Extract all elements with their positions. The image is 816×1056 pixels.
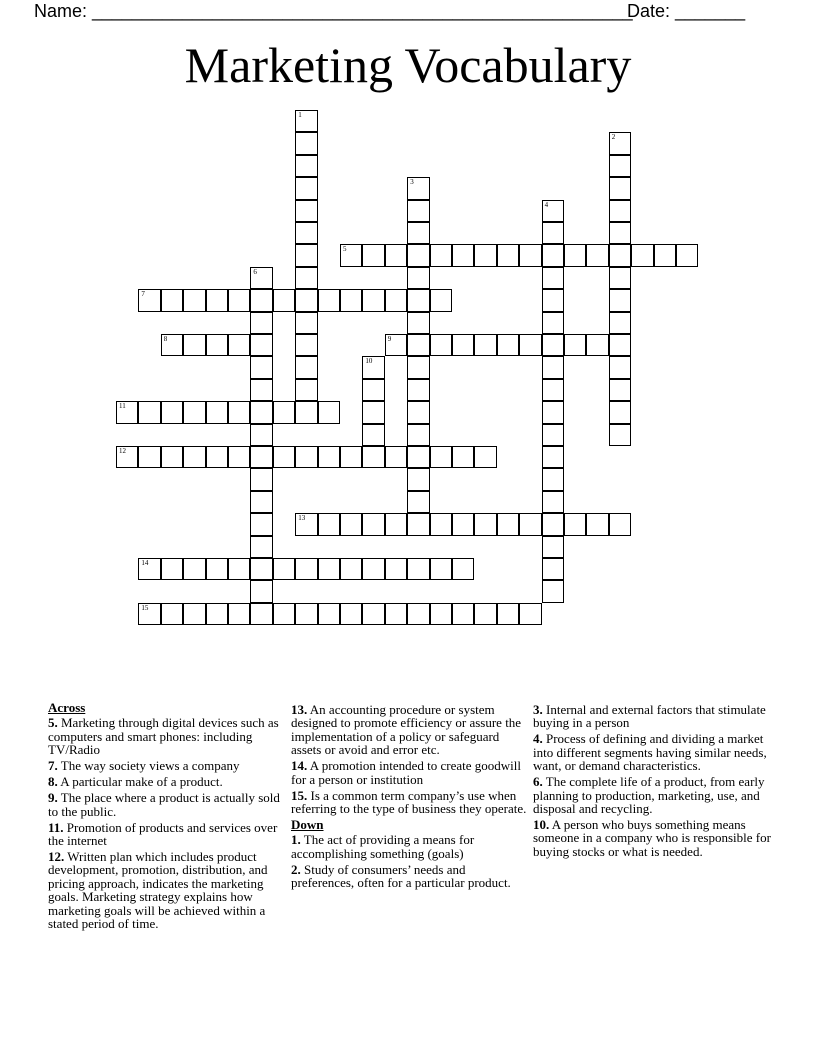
grid-cell[interactable] — [138, 446, 160, 468]
clue-down-10: 10. A person who buys something means someone in a company who is responsible for buying stocks or what is needed. — [533, 817, 771, 859]
grid-cell[interactable] — [250, 536, 272, 558]
grid-cell[interactable] — [295, 132, 317, 154]
grid-cell[interactable] — [430, 244, 452, 266]
grid-cell[interactable] — [183, 289, 205, 311]
grid-cell[interactable] — [362, 244, 384, 266]
grid-cell[interactable] — [250, 513, 272, 535]
grid-cell[interactable] — [609, 244, 631, 266]
grid-cell[interactable] — [609, 177, 631, 199]
grid-cell[interactable] — [430, 446, 452, 468]
grid-cell[interactable] — [183, 334, 205, 356]
grid-cell[interactable] — [564, 334, 586, 356]
grid-cell[interactable] — [564, 244, 586, 266]
grid-cell[interactable] — [542, 580, 564, 602]
grid-cell[interactable] — [407, 289, 429, 311]
grid-cell[interactable] — [407, 491, 429, 513]
grid-cell[interactable] — [340, 446, 362, 468]
clue-number: 11 — [119, 402, 126, 411]
grid-cell[interactable] — [497, 334, 519, 356]
grid-cell[interactable] — [385, 513, 407, 535]
grid-cell[interactable] — [295, 200, 317, 222]
grid-cell[interactable] — [295, 513, 317, 535]
grid-cell[interactable] — [362, 379, 384, 401]
grid-cell[interactable] — [318, 289, 340, 311]
down-heading: Down — [291, 817, 324, 833]
grid-cell[interactable] — [542, 536, 564, 558]
grid-cell[interactable] — [385, 446, 407, 468]
grid-cell[interactable] — [430, 289, 452, 311]
grid-cell[interactable] — [161, 558, 183, 580]
grid-cell[interactable] — [295, 379, 317, 401]
grid-cell[interactable] — [183, 446, 205, 468]
grid-cell[interactable] — [318, 558, 340, 580]
grid-cell[interactable] — [250, 312, 272, 334]
grid-cell[interactable] — [295, 155, 317, 177]
grid-cell[interactable] — [362, 603, 384, 625]
grid-cell[interactable] — [161, 401, 183, 423]
grid-cell[interactable] — [542, 446, 564, 468]
grid-cell[interactable] — [250, 289, 272, 311]
clue-across-5: 5. Marketing through digital devices such as computers and smart phones: including TV/Radio — [48, 715, 279, 758]
grid-cell[interactable] — [609, 155, 631, 177]
grid-cell[interactable] — [340, 558, 362, 580]
grid-cell[interactable] — [161, 289, 183, 311]
grid-cell[interactable] — [407, 446, 429, 468]
clue-number: 5 — [343, 245, 347, 254]
grid-cell[interactable] — [676, 244, 698, 266]
grid-cell[interactable] — [318, 513, 340, 535]
grid-cell[interactable] — [542, 222, 564, 244]
grid-cell[interactable] — [362, 356, 384, 378]
clue-number: 2 — [611, 133, 616, 142]
clue-across-13: 13. An accounting procedure or system designed to promote efficiency or assure the implementation of a policy or safeguard assets or avoid and error etc. — [291, 702, 522, 758]
grid-cell[interactable] — [318, 401, 340, 423]
grid-cell[interactable] — [542, 558, 564, 580]
grid-cell[interactable] — [407, 222, 429, 244]
grid-cell[interactable] — [609, 312, 631, 334]
clue-number: 9 — [387, 335, 392, 343]
grid-cell[interactable] — [407, 312, 429, 334]
grid-cell[interactable] — [385, 334, 407, 356]
clue-number: 7 — [141, 290, 145, 299]
grid-cell[interactable] — [519, 244, 541, 266]
grid-cell[interactable] — [295, 267, 317, 289]
grid-cell[interactable] — [295, 222, 317, 244]
grid-cell[interactable] — [250, 424, 272, 446]
grid-cell[interactable] — [250, 446, 272, 468]
clues-column-2 — [291, 703, 531, 892]
grid-cell[interactable] — [138, 603, 160, 625]
grid-cell[interactable] — [385, 603, 407, 625]
grid-cell[interactable] — [564, 513, 586, 535]
grid-cell[interactable] — [228, 603, 250, 625]
grid-cell[interactable] — [542, 356, 564, 378]
grid-cell[interactable] — [542, 401, 564, 423]
grid-cell[interactable] — [362, 513, 384, 535]
clue-number: 3 — [410, 178, 414, 187]
grid-cell[interactable] — [273, 558, 295, 580]
clue-down-6: 6. The complete life of a product, from early planning to production, marketing, use, and disposal and recycling. — [533, 774, 765, 817]
grid-cell[interactable] — [497, 603, 519, 625]
clue-number: 6 — [253, 267, 257, 276]
clue-down-4: 4. Process of defining and dividing a market into different segments having similar needs, want, or demand characteristics. — [533, 731, 767, 774]
grid-cell[interactable] — [340, 603, 362, 625]
grid-cell[interactable] — [138, 289, 160, 311]
grid-cell[interactable] — [452, 558, 474, 580]
grid-cell[interactable] — [452, 244, 474, 266]
across-heading: Across — [48, 700, 86, 715]
clue-across-8: 8. A particular make of a product. — [48, 774, 223, 790]
grid-cell[interactable] — [497, 513, 519, 535]
grid-cell[interactable] — [340, 513, 362, 535]
grid-cell[interactable] — [362, 424, 384, 446]
page-title: Marketing Vocabulary — [184, 37, 632, 93]
grid-cell[interactable] — [295, 244, 317, 266]
grid-cell[interactable] — [250, 603, 272, 625]
grid-cell[interactable] — [586, 513, 608, 535]
grid-cell[interactable] — [295, 177, 317, 199]
grid-cell[interactable] — [407, 356, 429, 378]
grid-cell[interactable] — [138, 401, 160, 423]
grid-cell[interactable] — [586, 244, 608, 266]
grid-cell[interactable] — [407, 379, 429, 401]
grid-cell[interactable] — [542, 200, 564, 222]
grid-cell[interactable] — [474, 446, 496, 468]
grid-cell[interactable] — [250, 558, 272, 580]
grid-cell[interactable] — [430, 603, 452, 625]
grid-cell[interactable] — [295, 289, 317, 311]
clue-down-2: 2. Study of consumers’ needs and preferences, often for a particular product. — [291, 861, 511, 891]
grid-cell[interactable] — [250, 491, 272, 513]
grid-cell[interactable] — [161, 603, 183, 625]
grid-cell[interactable] — [542, 267, 564, 289]
grid-cell[interactable] — [542, 491, 564, 513]
clue-number: 13 — [298, 514, 306, 523]
clue-down-3: 3. Internal and external factors that stimulate buying in a person — [533, 702, 766, 731]
grid-cell[interactable] — [609, 267, 631, 289]
grid-cell[interactable] — [362, 401, 384, 423]
grid-cell[interactable] — [116, 446, 138, 468]
grid-cell[interactable] — [542, 468, 564, 490]
grid-cell[interactable] — [250, 401, 272, 423]
grid-cell[interactable] — [407, 200, 429, 222]
grid-cell[interactable] — [318, 446, 340, 468]
grid-cell[interactable] — [407, 558, 429, 580]
grid-cell[interactable] — [542, 379, 564, 401]
grid-cell[interactable] — [609, 334, 631, 356]
grid-cell[interactable] — [250, 379, 272, 401]
grid-cell[interactable] — [250, 356, 272, 378]
grid-cell[interactable] — [542, 244, 564, 266]
grid-cell[interactable] — [407, 244, 429, 266]
grid-cell[interactable] — [654, 244, 676, 266]
grid-cell[interactable] — [474, 513, 496, 535]
grid-cell[interactable] — [228, 334, 250, 356]
grid-cell[interactable] — [519, 603, 541, 625]
clues-column-3 — [533, 703, 773, 861]
grid-cell[interactable] — [250, 334, 272, 356]
clue-number: 14 — [141, 559, 149, 567]
grid-cell[interactable] — [430, 513, 452, 535]
clue-across-12: 12. Written plan which includes product development, promotion, distribution, and pricing approach, indicates the marketing goals. Marketing strategy explains how marketing goals will be achieved within a stated period of time. — [48, 849, 268, 932]
grid-cell[interactable] — [362, 289, 384, 311]
grid-cell[interactable] — [586, 334, 608, 356]
grid-cell[interactable] — [407, 424, 429, 446]
grid-cell[interactable] — [631, 244, 653, 266]
grid-cell[interactable] — [295, 356, 317, 378]
clue-across-9: 9. The place where a product is actually sold to the public. — [48, 790, 280, 819]
grid-cell[interactable] — [474, 334, 496, 356]
grid-cell[interactable] — [407, 267, 429, 289]
grid-cell[interactable] — [474, 603, 496, 625]
grid-cell[interactable] — [609, 401, 631, 423]
grid-cell[interactable] — [340, 289, 362, 311]
grid-cell[interactable] — [250, 267, 272, 289]
clue-number: 10 — [365, 357, 373, 366]
clue-across-11: 11. Promotion of products and services over the internet — [48, 819, 278, 849]
grid-cell[interactable] — [407, 334, 429, 356]
grid-cell[interactable] — [452, 513, 474, 535]
grid-cell[interactable] — [161, 446, 183, 468]
grid-cell[interactable] — [206, 334, 228, 356]
grid-cell[interactable] — [497, 244, 519, 266]
grid-cell[interactable] — [206, 401, 228, 423]
grid-cell[interactable] — [452, 446, 474, 468]
grid-cell[interactable] — [295, 401, 317, 423]
grid-cell[interactable] — [609, 424, 631, 446]
grid-cell[interactable] — [609, 222, 631, 244]
grid-cell[interactable] — [430, 334, 452, 356]
grid-cell[interactable] — [407, 513, 429, 535]
grid-cell[interactable] — [206, 558, 228, 580]
grid-cell[interactable] — [318, 603, 340, 625]
grid-cell[interactable] — [542, 334, 564, 356]
grid-cell[interactable] — [609, 289, 631, 311]
grid-cell[interactable] — [250, 580, 272, 602]
grid-cell[interactable] — [407, 603, 429, 625]
grid-cell[interactable] — [206, 446, 228, 468]
grid-cell[interactable] — [362, 446, 384, 468]
grid-cell[interactable] — [228, 446, 250, 468]
clue-number: 15 — [141, 603, 149, 612]
grid-cell[interactable] — [430, 558, 452, 580]
grid-cell[interactable] — [161, 334, 183, 356]
clue-across-14: 14. A promotion intended to create goodwill for a person or institution — [291, 758, 522, 787]
grid-cell[interactable] — [385, 244, 407, 266]
grid-cell[interactable] — [609, 513, 631, 535]
grid-cell[interactable] — [295, 558, 317, 580]
grid-cell[interactable] — [519, 334, 541, 356]
grid-cell[interactable] — [407, 401, 429, 423]
grid-cell[interactable] — [519, 513, 541, 535]
grid-cell[interactable] — [340, 244, 362, 266]
grid-cell[interactable] — [385, 558, 407, 580]
grid-cell[interactable] — [295, 312, 317, 334]
grid-cell[interactable] — [273, 603, 295, 625]
clue-number: 1 — [298, 111, 302, 119]
grid-cell[interactable] — [116, 401, 138, 423]
grid-cell[interactable] — [295, 110, 317, 132]
grid-cell[interactable] — [452, 334, 474, 356]
grid-cell[interactable] — [206, 603, 228, 625]
grid-cell[interactable] — [138, 558, 160, 580]
grid-cell[interactable] — [273, 289, 295, 311]
grid-cell[interactable] — [183, 401, 205, 423]
grid-cell[interactable] — [407, 468, 429, 490]
grid-cell[interactable] — [407, 177, 429, 199]
clues-column-1 — [48, 701, 288, 933]
clue-number: 4 — [544, 200, 549, 209]
grid-cell[interactable] — [273, 446, 295, 468]
grid-cell[interactable] — [295, 334, 317, 356]
grid-cell[interactable] — [250, 468, 272, 490]
grid-cell[interactable] — [452, 603, 474, 625]
grid-cell[interactable] — [273, 401, 295, 423]
grid-cell[interactable] — [609, 200, 631, 222]
grid-cell[interactable] — [183, 603, 205, 625]
grid-cell[interactable] — [295, 446, 317, 468]
grid-cell[interactable] — [206, 289, 228, 311]
clue-number: 8 — [163, 335, 168, 343]
grid-cell[interactable] — [228, 289, 250, 311]
date-field-label: Date: _______ — [627, 1, 746, 21]
grid-cell[interactable] — [609, 356, 631, 378]
clue-across-15: 15. Is a common term company’s use when referring to the type of business they operate. — [291, 787, 527, 817]
grid-cell[interactable] — [609, 379, 631, 401]
clue-down-1: 1. The act of providing a means for accomplishing something (goals) — [291, 832, 475, 861]
clue-across-7: 7. The way society views a company — [48, 758, 240, 774]
grid-cell[interactable] — [542, 513, 564, 535]
grid-cell[interactable] — [609, 132, 631, 154]
grid-cell[interactable] — [474, 244, 496, 266]
grid-cell[interactable] — [228, 558, 250, 580]
grid-cell[interactable] — [542, 424, 564, 446]
grid-cell[interactable] — [542, 312, 564, 334]
grid-cell[interactable] — [385, 289, 407, 311]
grid-cell[interactable] — [542, 289, 564, 311]
clue-number: 12 — [119, 447, 126, 455]
grid-cell[interactable] — [362, 558, 384, 580]
grid-cell[interactable] — [295, 603, 317, 625]
grid-cell[interactable] — [183, 558, 205, 580]
name-field-label: Name: ______________________________________________________ — [34, 1, 633, 21]
grid-cell[interactable] — [228, 401, 250, 423]
